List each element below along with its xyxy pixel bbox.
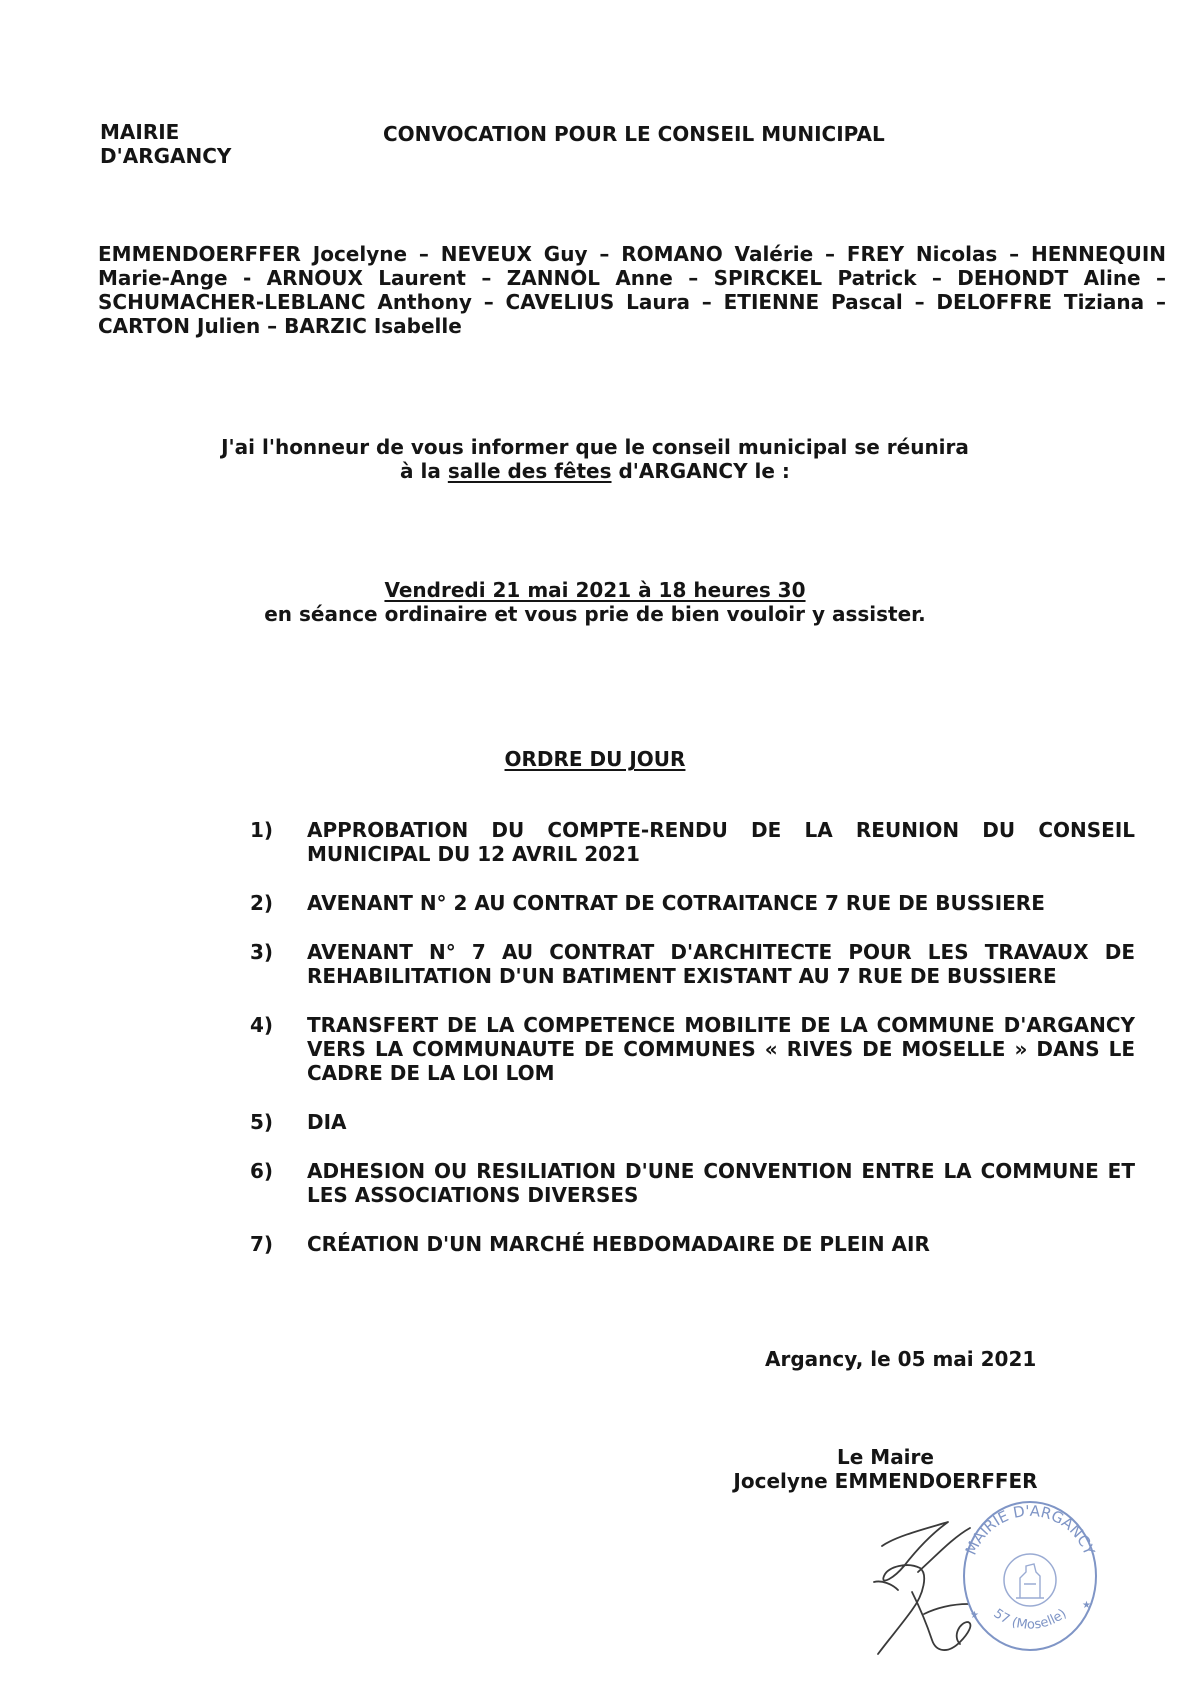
agenda-item bbox=[250, 1013, 1135, 1085]
council-members-list bbox=[98, 242, 1166, 338]
signatory-role: Le Maire bbox=[837, 1445, 934, 1469]
agenda-item-number: 2) bbox=[250, 891, 274, 915]
agenda-item-text: AVENANT N° 7 AU CONTRAT D'ARCHITECTE POUR LES TRAVAUX DE REHABILITATION D'UN BATIMENT EXISTANT AU 7 RUE DE BUSSIERE bbox=[307, 940, 1135, 988]
venue-underlined: salle des fêtes bbox=[447, 459, 612, 483]
agenda-item-number: 3) bbox=[250, 940, 274, 964]
agenda-item bbox=[250, 940, 1135, 988]
signature-block bbox=[733, 1445, 1038, 1493]
agenda-item-text: TRANSFERT DE LA COMPETENCE MOBILITE DE LA COMMUNE D'ARGANCY VERS LA COMMUNAUTE DE COMMUNES « RIVES DE MOSELLE » DANS LE CADRE DE LA LOI LOM bbox=[307, 1013, 1135, 1085]
agenda-item-text: DIA bbox=[307, 1110, 347, 1134]
agenda-item-number: 1) bbox=[250, 818, 274, 842]
agenda-item-text: CRÉATION D'UN MARCHÉ HEBDOMADAIRE DE PLEIN AIR bbox=[307, 1232, 930, 1256]
intro-paragraph bbox=[0, 435, 1190, 483]
agenda-title: ORDRE DU JOUR bbox=[504, 747, 686, 771]
members-line-2: Marie-Ange - ARNOUX Laurent – ZANNOL Anne – SPIRCKEL Patrick – DEHONDT Aline – bbox=[98, 266, 1166, 290]
seal-star-right: ★ bbox=[1082, 1600, 1091, 1611]
meeting-info bbox=[0, 578, 1190, 626]
svg-text:57 (Moselle) bbox=[990, 1606, 1069, 1632]
intro-line-2 bbox=[0, 459, 1190, 483]
mairie-line-1: MAIRIE bbox=[100, 120, 180, 144]
document-title: CONVOCATION POUR LE CONSEIL MUNICIPAL bbox=[383, 122, 885, 146]
members-line-3: SCHUMACHER-LEBLANC Anthony – CAVELIUS Laura – ETIENNE Pascal – DELOFFRE Tiziana – bbox=[98, 290, 1166, 314]
agenda-item-text: AVENANT N° 2 AU CONTRAT DE COTRAITANCE 7 RUE DE BUSSIERE bbox=[307, 891, 1045, 915]
meeting-date: Vendredi 21 mai 2021 à 18 heures 30 bbox=[384, 578, 806, 602]
agenda-item-number: 4) bbox=[250, 1013, 274, 1037]
agenda-item-number: 7) bbox=[250, 1232, 274, 1256]
seal-bottom-text: 57 (Moselle) bbox=[990, 1606, 1070, 1633]
svg-text:MAIRIE D'ARGANCY bbox=[962, 1502, 1099, 1559]
intro-line-2-start: à la bbox=[400, 459, 448, 483]
agenda-item bbox=[250, 1232, 1135, 1256]
members-line-4: CARTON Julien – BARZIC Isabelle bbox=[98, 314, 462, 338]
agenda-item bbox=[250, 818, 1135, 866]
mairie-heading bbox=[100, 120, 300, 168]
agenda-item bbox=[250, 1110, 1135, 1134]
agenda-item-text: ADHESION OU RESILIATION D'UNE CONVENTION ENTRE LA COMMUNE ET LES ASSOCIATIONS DIVERSES bbox=[307, 1159, 1135, 1207]
seal-top-text: MAIRIE D'ARGANCY bbox=[961, 1501, 1099, 1558]
agenda-item bbox=[250, 1159, 1135, 1207]
members-line-1: EMMENDOERFFER Jocelyne – NEVEUX Guy – ROMANO Valérie – FREY Nicolas – HENNEQUIN bbox=[98, 242, 1166, 266]
agenda-item-text: APPROBATION DU COMPTE-RENDU DE LA REUNION DU CONSEIL MUNICIPAL DU 12 AVRIL 2021 bbox=[307, 818, 1135, 866]
agenda-item-number: 5) bbox=[250, 1110, 274, 1134]
agenda-item bbox=[250, 891, 1135, 915]
agenda-title-row bbox=[0, 747, 1190, 771]
meeting-note: en séance ordinaire et vous prie de bien vouloir y assister. bbox=[264, 602, 926, 626]
place-and-date: Argancy, le 05 mai 2021 bbox=[765, 1347, 1037, 1371]
seal-star-left: ★ bbox=[970, 1610, 979, 1621]
signatory-name: Jocelyne EMMENDOERFFER bbox=[733, 1469, 1038, 1493]
mairie-line-2: D'ARGANCY bbox=[100, 144, 232, 168]
agenda-item-number: 6) bbox=[250, 1159, 274, 1183]
agenda-list bbox=[250, 818, 1135, 1281]
intro-line-2-end: d'ARGANCY le : bbox=[611, 459, 790, 483]
intro-line-1: J'ai l'honneur de vous informer que le conseil municipal se réunira bbox=[221, 435, 969, 459]
municipal-seal-stamp bbox=[950, 1488, 1110, 1658]
